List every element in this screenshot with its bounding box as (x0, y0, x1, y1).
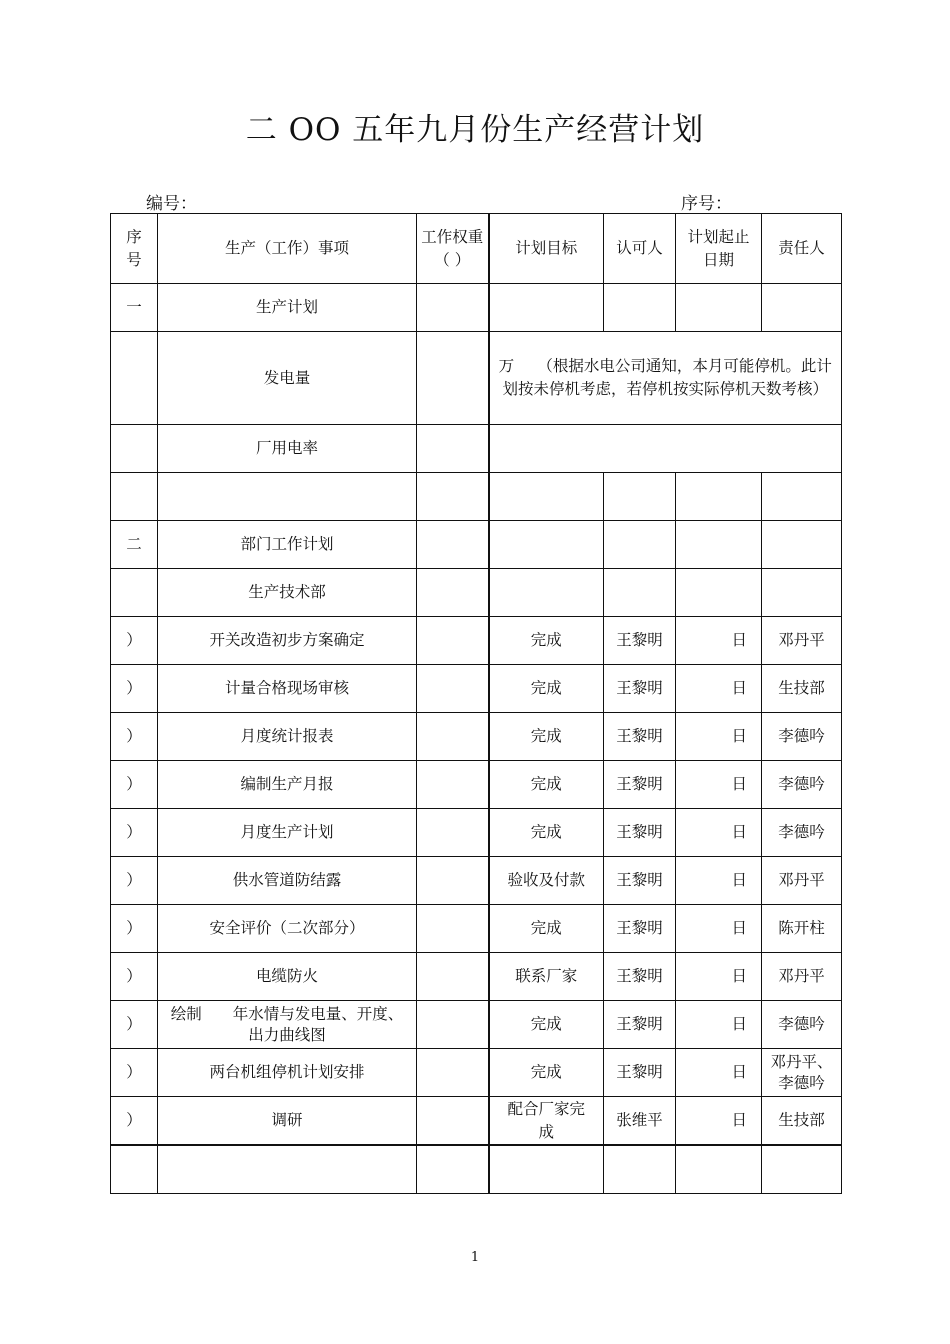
header-seq: 序号 (111, 214, 158, 284)
table-row (111, 761, 842, 809)
task-owner: 李德吟 (762, 1001, 842, 1049)
header-weight: 工作权重（ ） (417, 214, 489, 284)
header-item: 生产（工作）事项 (158, 214, 417, 284)
task-item: 开关改造初步方案确定 (158, 617, 417, 665)
serial-label: 序号： (681, 194, 732, 214)
task-date: 日 (676, 1001, 762, 1049)
task-seq: ） (111, 761, 158, 809)
page-number: 1 (470, 1250, 480, 1265)
task-approver: 王黎明 (604, 857, 676, 905)
task-approver: 王黎明 (604, 905, 676, 953)
task-seq: ） (111, 905, 158, 953)
task-date: 日 (676, 617, 762, 665)
task-approver: 张维平 (604, 1097, 676, 1146)
task-target: 完成 (489, 665, 604, 713)
table-row (111, 953, 842, 1001)
header-approver: 认可人 (604, 214, 676, 284)
table-header-row (111, 214, 842, 284)
power-target-note: 万 （根据水电公司通知，本月可能停机。此计划按未停机考虑，若停机按实际停机天数考核） (489, 332, 842, 425)
task-item: 供水管道防结露 (158, 857, 417, 905)
task-approver: 王黎明 (604, 761, 676, 809)
power-row (111, 332, 842, 425)
section-row (111, 521, 842, 569)
task-seq: ） (111, 617, 158, 665)
task-target: 完成 (489, 761, 604, 809)
table-row (111, 1049, 842, 1097)
section-row (111, 284, 842, 332)
task-target: 完成 (489, 1001, 604, 1049)
task-item: 调研 (158, 1097, 417, 1146)
task-target: 配合厂家完成 (489, 1097, 604, 1146)
task-item: 计量合格现场审核 (158, 665, 417, 713)
rate-row (111, 425, 842, 473)
task-item: 月度生产计划 (158, 809, 417, 857)
table-row (111, 1097, 842, 1146)
task-date: 日 (676, 905, 762, 953)
page-title: 二 OO 五年九月份生产经营计划 (245, 112, 705, 148)
task-owner: 李德吟 (762, 761, 842, 809)
task-approver: 王黎明 (604, 713, 676, 761)
task-seq: ） (111, 1049, 158, 1097)
task-owner: 邓丹平 (762, 953, 842, 1001)
task-item: 电缆防火 (158, 953, 417, 1001)
table-row (111, 857, 842, 905)
task-seq: ） (111, 857, 158, 905)
header-target: 计划目标 (489, 214, 604, 284)
section-title: 部门工作计划 (158, 521, 417, 569)
task-target: 完成 (489, 713, 604, 761)
table-row (111, 809, 842, 857)
table-row (111, 617, 842, 665)
task-owner: 李德吟 (762, 713, 842, 761)
task-owner: 陈开柱 (762, 905, 842, 953)
table-row (111, 1001, 842, 1049)
task-seq: ） (111, 1001, 158, 1049)
task-owner: 生技部 (762, 1097, 842, 1146)
table-row (111, 905, 842, 953)
department-row (111, 569, 842, 617)
empty-row (111, 1145, 842, 1194)
task-approver: 王黎明 (604, 1001, 676, 1049)
section-seq: 一 (111, 284, 158, 332)
task-date: 日 (676, 809, 762, 857)
task-approver: 王黎明 (604, 617, 676, 665)
task-owner: 邓丹平、李德吟 (762, 1049, 842, 1097)
task-date: 日 (676, 713, 762, 761)
section-title: 生产计划 (158, 284, 417, 332)
task-item: 月度统计报表 (158, 713, 417, 761)
task-item: 安全评价（二次部分） (158, 905, 417, 953)
task-date: 日 (676, 1049, 762, 1097)
task-owner: 李德吟 (762, 809, 842, 857)
department-name: 生产技术部 (158, 569, 417, 617)
task-date: 日 (676, 953, 762, 1001)
task-approver: 王黎明 (604, 1049, 676, 1097)
header-owner: 责任人 (762, 214, 842, 284)
table-row (111, 665, 842, 713)
task-target: 完成 (489, 617, 604, 665)
task-date: 日 (676, 857, 762, 905)
task-owner: 邓丹平 (762, 617, 842, 665)
task-approver: 王黎明 (604, 809, 676, 857)
rate-item: 厂用电率 (158, 425, 417, 473)
task-date: 日 (676, 1097, 762, 1146)
task-seq: ） (111, 953, 158, 1001)
task-target: 完成 (489, 1049, 604, 1097)
task-seq: ） (111, 809, 158, 857)
power-item: 发电量 (158, 332, 417, 425)
task-item: 绘制 年水情与发电量、开度、出力曲线图 (158, 1001, 417, 1049)
task-seq: ） (111, 713, 158, 761)
task-target: 验收及付款 (489, 857, 604, 905)
task-date: 日 (676, 665, 762, 713)
task-item: 编制生产月报 (158, 761, 417, 809)
task-item: 两台机组停机计划安排 (158, 1049, 417, 1097)
task-approver: 王黎明 (604, 665, 676, 713)
empty-row (111, 473, 842, 521)
task-date: 日 (676, 761, 762, 809)
plan-table (110, 213, 842, 1194)
task-target: 完成 (489, 905, 604, 953)
task-target: 联系厂家 (489, 953, 604, 1001)
table-row (111, 713, 842, 761)
task-seq: ） (111, 665, 158, 713)
number-label: 编号： (146, 194, 197, 214)
section-seq: 二 (111, 521, 158, 569)
task-seq: ） (111, 1097, 158, 1146)
task-approver: 王黎明 (604, 953, 676, 1001)
task-owner: 邓丹平 (762, 857, 842, 905)
task-target: 完成 (489, 809, 604, 857)
header-dates: 计划起止日期 (676, 214, 762, 284)
task-owner: 生技部 (762, 665, 842, 713)
